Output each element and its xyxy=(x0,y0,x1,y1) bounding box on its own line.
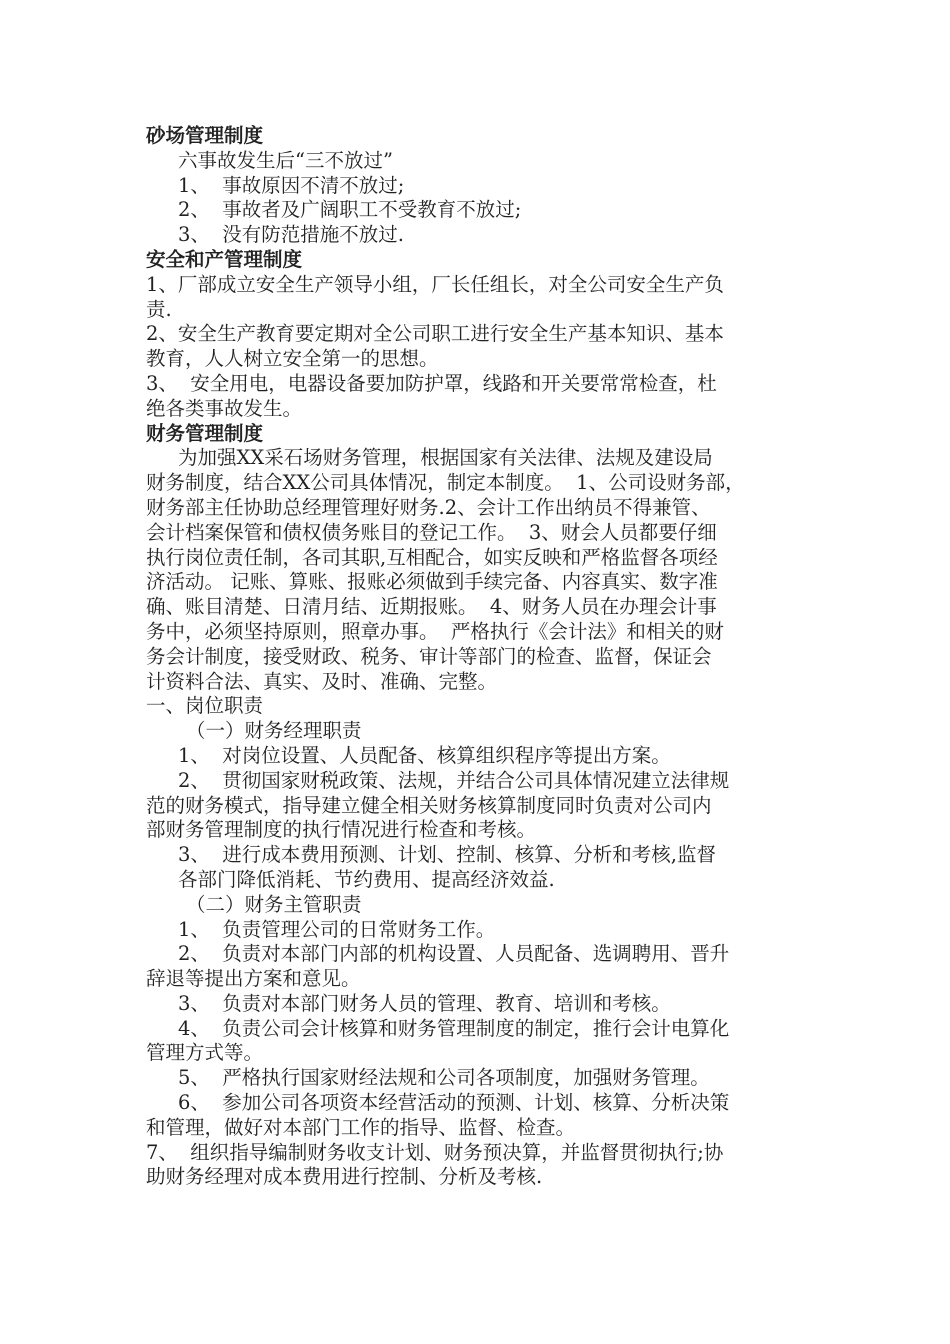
text-line: 6、 参加公司各项资本经营活动的预测、计划、核算、分析决策 xyxy=(178,1091,730,1115)
text-line: 部财务管理制度的执行情况进行检查和考核。 xyxy=(146,818,537,842)
text-line: 六事故发生后“三不放过” xyxy=(178,148,393,172)
text-line: 3、 安全用电，电器设备要加防护罩，线路和开关要常常检查，杜 xyxy=(146,371,717,395)
text-line: 会计档案保管和债权债务账目的登记工作。 3、财会人员都要仔细 xyxy=(146,520,717,544)
text-line: 一、岗位职责 xyxy=(146,694,264,718)
text-line: 7、 组织指导编制财务收支计划、财务预决算，并监督贯彻执行;协 xyxy=(146,1140,724,1164)
text-line: 1、厂部成立安全生产领导小组，厂长任组长，对全公司安全生产负 xyxy=(146,272,724,296)
text-line: 各部门降低消耗、节约费用、提高经济效益. xyxy=(178,867,555,891)
text-line: 2、 负责对本部门内部的机构设置、人员配备、选调聘用、晋升 xyxy=(178,942,730,966)
document-page xyxy=(146,124,814,1190)
text-line: 责. xyxy=(146,297,172,321)
text-line: 绝各类事故发生。 xyxy=(146,396,303,420)
section-heading: 安全和产管理制度 xyxy=(146,247,303,271)
text-line: （二）财务主管职责 xyxy=(186,892,362,916)
text-line: 务中，必须坚持原则，照章办事。 严格执行《会计法》和相关的财 xyxy=(146,619,724,643)
text-line: 财务部主任协助总经理管理好财务.2、会计工作出纳员不得兼管、 xyxy=(146,495,711,519)
text-line: 1、 负责管理公司的日常财务工作。 xyxy=(178,917,496,941)
text-line: 辞退等提出方案和意见。 xyxy=(146,967,361,991)
text-line: 5、 严格执行国家财经法规和公司各项制度，加强财务管理。 xyxy=(178,1066,710,1090)
text-line: 财务制度，结合XX公司具体情况，制定本制度。 1、公司设财务部， xyxy=(146,471,745,495)
text-line: 教育，人人树立安全第一的思想。 xyxy=(146,347,439,371)
text-line: 确、账目清楚、日清月结、近期报账。 4、财务人员在办理会计事 xyxy=(146,595,717,619)
text-line: 3、 进行成本费用预测、计划、控制、核算、分析和考核,监督 xyxy=(178,843,717,867)
text-line: 3、 负责对本部门财务人员的管理、教育、培训和考核。 xyxy=(178,991,671,1015)
section-heading: 砂场管理制度 xyxy=(146,124,264,147)
text-line: 2、 贯彻国家财税政策、法规，并结合公司具体情况建立法律规 xyxy=(178,768,730,792)
text-line: 务会计制度，接受财政、税务、审计等部门的检查、监督，保证会 xyxy=(146,644,712,668)
text-line: 1、 事故原因不清不放过; xyxy=(178,173,405,197)
text-line: 2、 事故者及广阔职工不受教育不放过; xyxy=(178,198,522,222)
text-line: 助财务经理对成本费用进行控制、分析及考核. xyxy=(146,1165,543,1189)
text-line: 管理方式等。 xyxy=(146,1041,264,1065)
text-line: 2、安全生产教育要定期对全公司职工进行安全生产基本知识、基本 xyxy=(146,322,724,346)
text-line: 和管理，做好对本部门工作的指导、监督、检查。 xyxy=(146,1115,576,1139)
text-line: 4、 负责公司会计核算和财务管理制度的制定，推行会计电算化 xyxy=(178,1016,730,1040)
text-line: 3、 没有防范措施不放过. xyxy=(178,223,405,247)
text-line: 为加强XX采石场财务管理，根据国家有关法律、法规及建设局 xyxy=(178,446,713,470)
text-line: （一）财务经理职责 xyxy=(186,719,362,743)
section-heading: 财务管理制度 xyxy=(146,421,264,445)
text-line: 济活动。 记账、算账、报账必须做到手续完备、内容真实、数字准 xyxy=(146,570,718,594)
text-line: 执行岗位责任制，各司其职,互相配合，如实反映和严格监督各项经 xyxy=(146,545,718,569)
text-line: 范的财务模式，指导建立健全相关财务核算制度同时负责对公司内 xyxy=(146,793,712,817)
text-line: 1、 对岗位设置、人员配备、核算组织程序等提出方案。 xyxy=(178,743,671,767)
text-line: 计资料合法、真实、及时、准确、完整。 xyxy=(146,669,498,693)
